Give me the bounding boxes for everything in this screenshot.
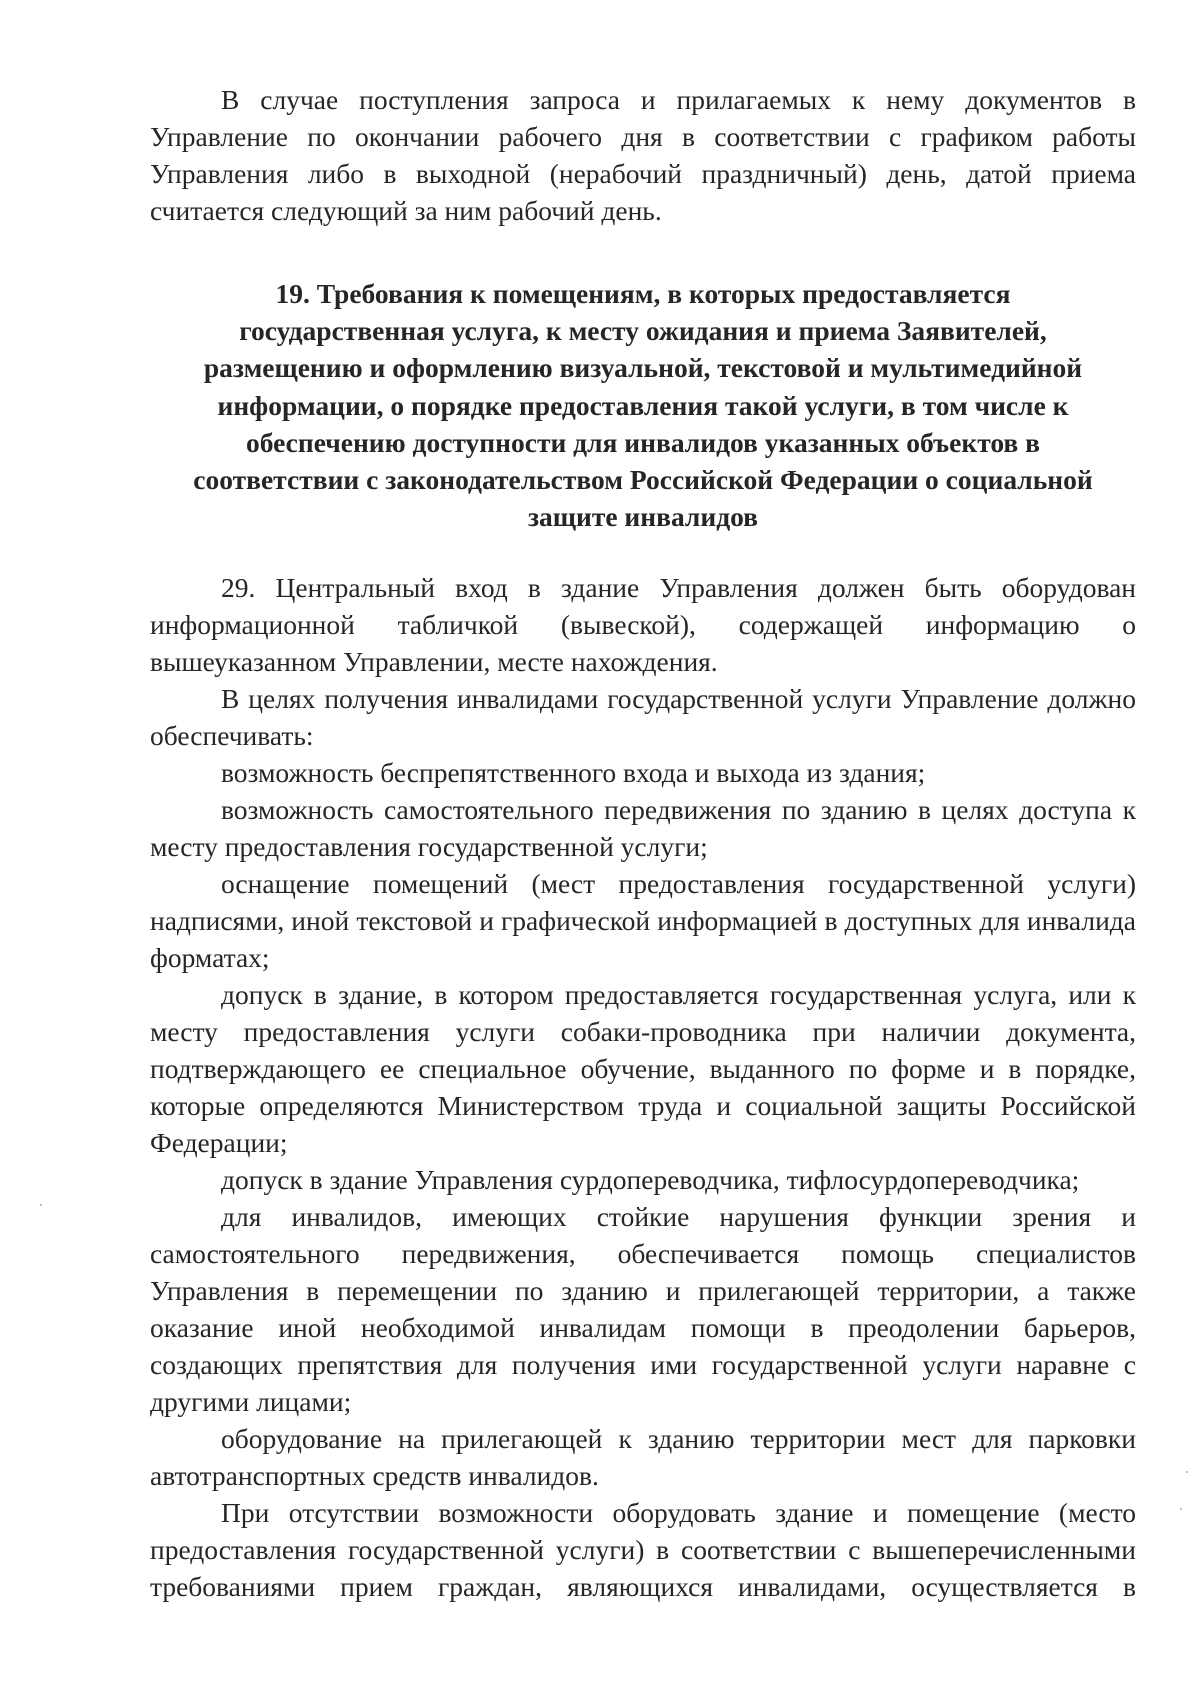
section-heading: 19. Требования к помещениям, в которых предоставляется государственная услуга, к месту ожидания и приема Заявителей, размещению и оформлению визуальной, текстовой и мультимедийной информации, о порядке предоставления такой услуги, в том числе к обеспечению доступности для инвалидов указанных объектов в соответствии с законодательством Российской Федерации о социальной защите инвалидов bbox=[193, 278, 1093, 533]
list-item-interpreters: допуск в здание Управления сурдопереводчика, тифлосурдопереводчика; bbox=[221, 1164, 1080, 1196]
intro-paragraph: В случае поступления запроса и прилагаемых к нему документов в Управление по окончании рабочего дня в соответствии с графиком работы Управления либо в выходной (нерабочий праздничный) день, датой приема считается следующий за ним рабочий день. bbox=[150, 84, 1136, 226]
list-item-assistance: для инвалидов, имеющих стойкие нарушения функции зрения и самостоятельного передвижения, обеспечивается помощь специалистов Управления в перемещении по зданию и прилегающей территории, а также оказание иной необходимой инвалидам помощи в преодолении барьеров, создающих препятствия для получения ими государственной услуги наравне с другими лицами; bbox=[150, 1201, 1136, 1418]
scan-artifact bbox=[1180, 1508, 1182, 1510]
scan-artifact bbox=[40, 1204, 42, 1206]
paragraph-accessibility-intro: В целях получения инвалидами государственной услуги Управление должно обеспечивать: bbox=[150, 683, 1136, 752]
paragraph-alternative-reception: При отсутствии возможности оборудовать здание и помещение (место предоставления государственной услуги) в соответствии с вышеперечисленными требованиями прием граждан, являющихся инвалидами, осуществляется в bbox=[150, 1497, 1136, 1603]
page-body bbox=[150, 81, 1136, 1605]
list-item-movement: возможность самостоятельного передвижения по зданию в целях доступа к месту предоставления государственной услуги; bbox=[150, 794, 1136, 863]
paragraph-29: 29. Центральный вход в здание Управления должен быть оборудован информационной табличкой (вывеской), содержащей информацию о вышеуказанном Управлении, месте нахождения. bbox=[150, 572, 1136, 678]
list-item-guide-dog: допуск в здание, в котором предоставляется государственная услуга, или к месту предоставления услуги собаки-проводника при наличии документа, подтверждающего ее специальное обучение, выданного по форме и в порядке, которые определяются Министерством труда и социальной защиты Российской Федерации; bbox=[150, 979, 1136, 1159]
list-item-parking: оборудование на прилегающей к зданию территории мест для парковки автотранспортных средств инвалидов. bbox=[150, 1423, 1136, 1492]
list-item-entrance-access: возможность беспрепятственного входа и выхода из здания; bbox=[221, 757, 926, 789]
list-item-signage: оснащение помещений (мест предоставления государственной услуги) надписями, иной текстовой и графической информацией в доступных для инвалида форматах; bbox=[150, 868, 1136, 974]
scan-artifact bbox=[1186, 1471, 1188, 1473]
